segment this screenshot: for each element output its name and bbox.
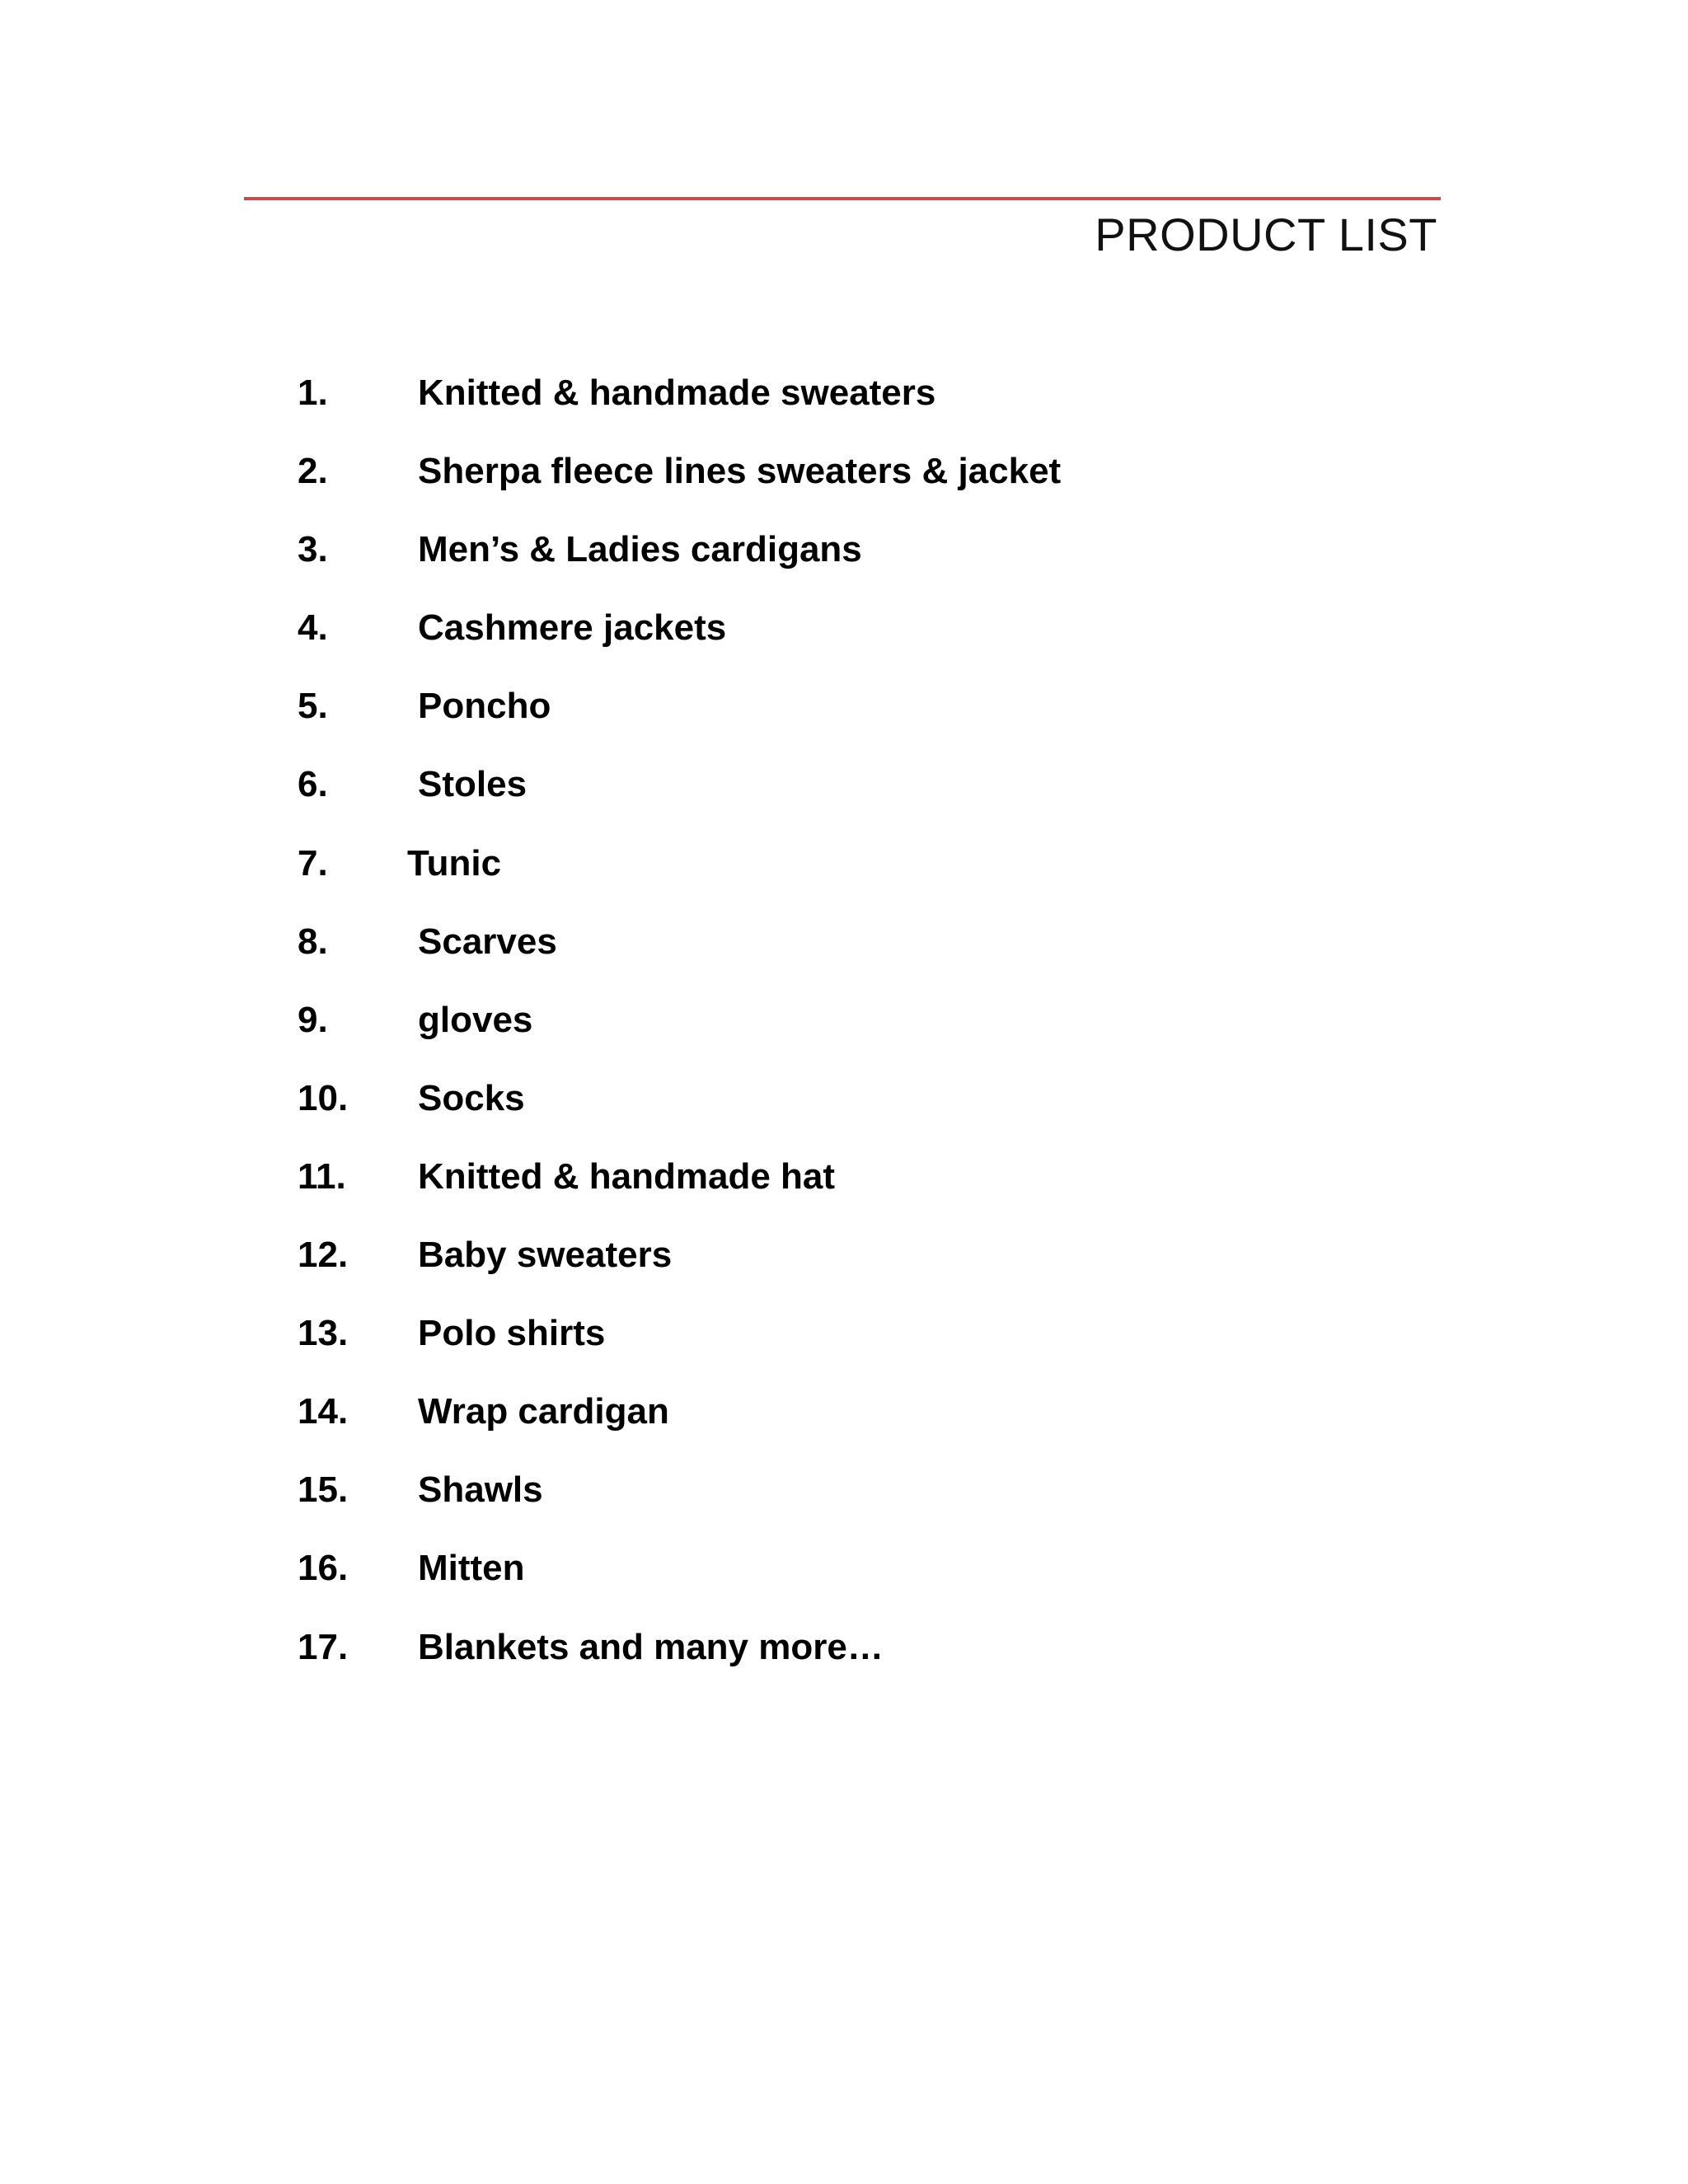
list-item [298,1627,1061,1705]
product-list [298,373,1061,1705]
list-item [298,451,1061,529]
item-label: Polo shirts [418,1313,606,1354]
item-label: gloves [418,999,533,1040]
item-number: 6. [298,764,328,805]
item-label: Mitten [418,1548,525,1589]
item-label: Knitted & handmade sweaters [418,373,936,413]
item-number: 17. [298,1626,349,1667]
item-label: Knitted & handmade hat [418,1155,836,1197]
item-number: 13. [298,1313,349,1354]
list-item [298,607,1061,686]
item-number: 12. [298,1235,349,1276]
item-number: 5. [298,686,328,727]
list-item [298,764,1061,842]
item-number: 9. [298,999,328,1040]
item-number: 8. [298,921,328,962]
item-label: Socks [418,1077,525,1118]
list-item [298,1078,1061,1156]
list-item [298,1313,1061,1391]
item-label: Poncho [418,686,551,727]
item-number: 10. [298,1077,349,1118]
item-label: Cashmere jackets [418,607,727,649]
list-item [298,1469,1061,1548]
list-item [298,1000,1061,1078]
list-item [298,1156,1061,1235]
item-label: Baby sweaters [418,1235,673,1276]
item-label: Men’s & Ladies cardigans [418,529,862,570]
page-title: PRODUCT LIST [1095,209,1437,260]
list-item [298,1548,1061,1626]
item-number: 15. [298,1469,349,1511]
item-label: Stoles [418,764,528,805]
item-number: 11. [298,1155,346,1197]
list-item [298,686,1061,764]
item-label: Sherpa fleece lines sweaters & jacket [418,451,1062,492]
list-item [298,1391,1061,1469]
item-number: 14. [298,1391,349,1432]
item-label: Scarves [418,921,557,962]
item-number: 2. [298,451,328,492]
item-label: Tunic [407,842,502,883]
list-item [298,921,1061,1000]
list-item [298,529,1061,607]
item-number: 7. [298,842,328,883]
list-item [298,843,1061,921]
item-number: 1. [298,373,328,413]
item-number: 16. [298,1548,349,1589]
list-item [298,373,1061,451]
item-label: Blankets and many more… [418,1626,884,1667]
list-item [298,1235,1061,1313]
item-label: Shawls [418,1469,543,1511]
item-number: 3. [298,529,328,570]
header-rule [244,197,1441,200]
item-label: Wrap cardigan [418,1391,669,1432]
item-number: 4. [298,607,328,649]
